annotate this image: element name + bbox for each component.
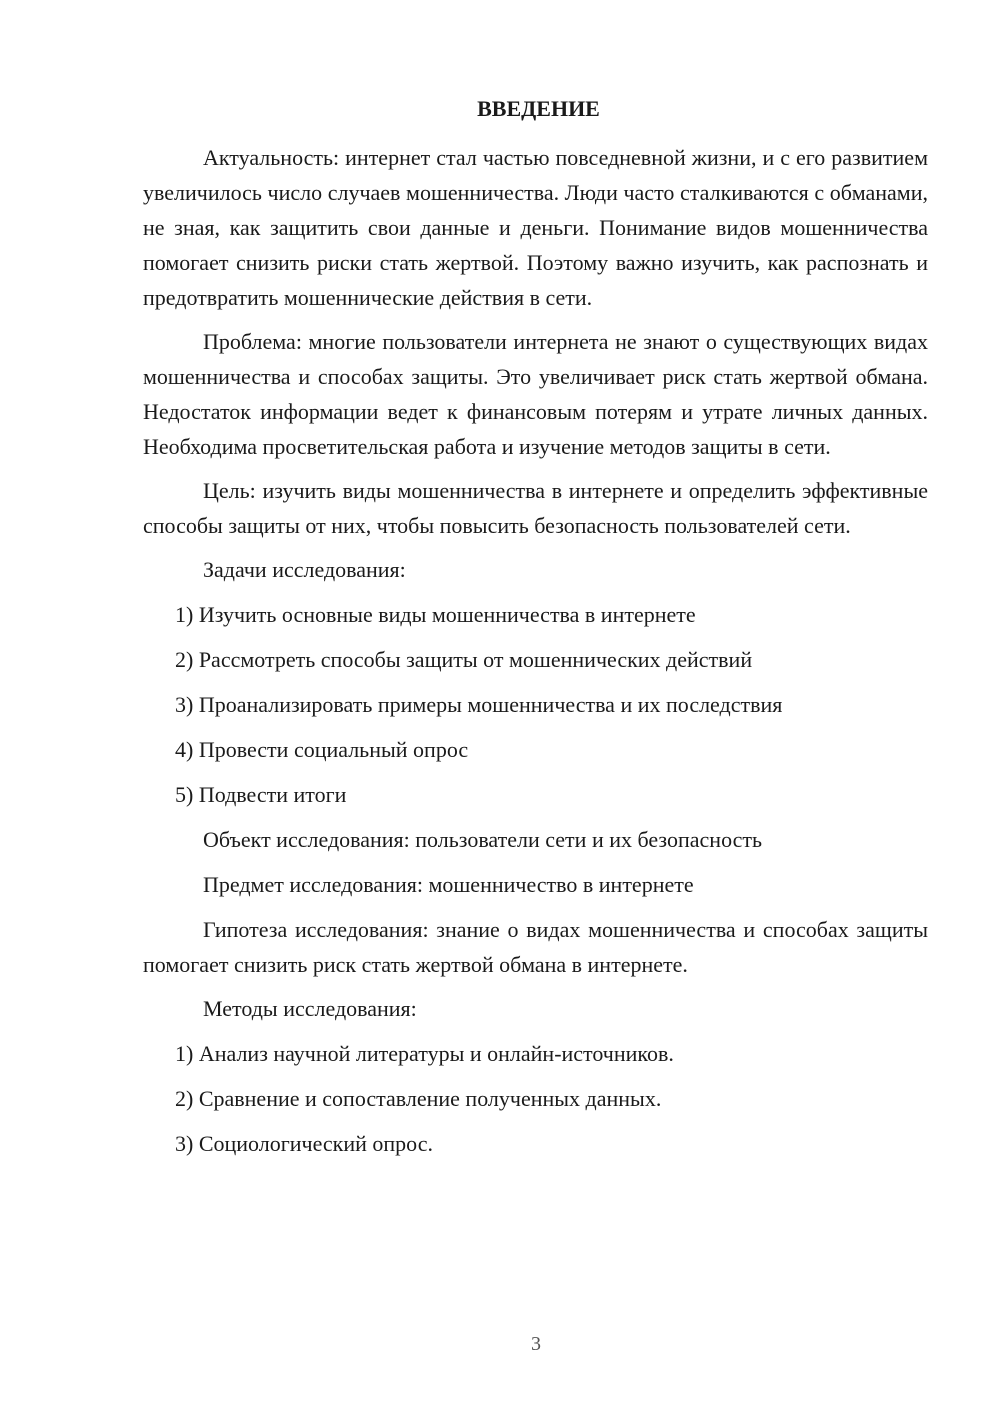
methods-heading: Методы исследования: xyxy=(203,996,417,1021)
tasks-list xyxy=(143,597,928,812)
methods-list xyxy=(143,1036,928,1161)
subject-line: Предмет исследования: мошенничество в интернете xyxy=(203,872,694,897)
tasks-heading: Задачи исследования: xyxy=(203,557,406,582)
task-item: 5) Подвести итоги xyxy=(175,782,347,807)
relevance-paragraph: Актуальность: интернет стал частью повседневной жизни, и с его развитием увеличилось число случаев мошенничества. Люди часто сталкиваются с обманами, не зная, как защитить свои данные и деньги. Понимание видов мошенничества помогает снизить риски стать жертвой. Поэтому важно изучить, как распознать и предотвратить мошеннические действия в сети. xyxy=(143,145,928,310)
page-title: ВВЕДЕНИЕ xyxy=(477,96,600,121)
hypothesis-paragraph: Гипотеза исследования: знание о видах мошенничества и способах защиты помогает снизить риск стать жертвой обмана в интернете. xyxy=(143,917,928,977)
method-item: 1) Анализ научной литературы и онлайн-источников. xyxy=(175,1041,674,1066)
task-item: 2) Рассмотреть способы защиты от мошеннических действий xyxy=(175,647,753,672)
problem-paragraph: Проблема: многие пользователи интернета не знают о существующих видах мошенничества и способах защиты. Это увеличивает риск стать жертвой обмана. Недостаток информации ведет к финансовым потерям и утрате личных данных. Необходима просветительская работа и изучение методов защиты в сети. xyxy=(143,329,928,459)
task-item: 4) Провести социальный опрос xyxy=(175,737,469,762)
task-item: 1) Изучить основные виды мошенничества в интернете xyxy=(175,602,696,627)
task-item: 3) Проанализировать примеры мошенничества и их последствия xyxy=(175,692,783,717)
page-number: 3 xyxy=(531,1333,541,1355)
goal-paragraph: Цель: изучить виды мошенничества в интернете и определить эффективные способы защиты от них, чтобы повысить безопасность пользователей сети. xyxy=(143,478,928,538)
document-page xyxy=(143,94,928,1171)
method-item: 3) Социологический опрос. xyxy=(175,1131,433,1156)
method-item: 2) Сравнение и сопоставление полученных данных. xyxy=(175,1086,662,1111)
object-line: Объект исследования: пользователи сети и их безопасность xyxy=(203,827,763,852)
